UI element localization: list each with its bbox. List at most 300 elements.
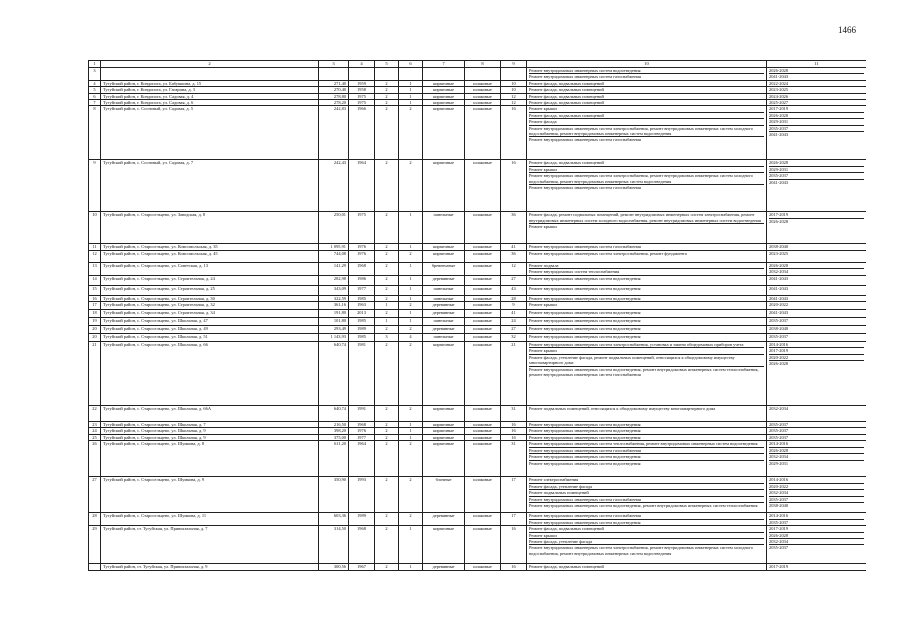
- wall-material-cell: панельные: [423, 212, 465, 244]
- period-item: 2026-2028: [769, 361, 789, 367]
- period-item: 2024-2026: [769, 93, 789, 99]
- flats-cell: 16: [501, 526, 527, 564]
- build-year-cell: 1963: [349, 302, 375, 310]
- floors-cell: 2: [375, 285, 399, 295]
- address-cell: Тугуйский район, с. Старосельцево, ул. Шумкова, д. 8: [101, 441, 319, 477]
- floors-cell: 2: [375, 326, 399, 334]
- work-item: Ремонт фасада, подвальных помещений: [529, 564, 604, 570]
- roof-material-cell: шлаковые: [465, 441, 501, 477]
- wall-material-cell: блочные: [423, 477, 465, 513]
- work-item: Ремонт подвала: [529, 263, 764, 269]
- floors-cell: 2: [375, 106, 399, 160]
- area-cell: 300,56: [319, 564, 349, 570]
- period-item: 2029-2031: [769, 460, 789, 466]
- wall-material-cell: панельные: [423, 334, 465, 342]
- period-cell: [767, 513, 867, 526]
- period-item: 2041-2043: [769, 132, 789, 138]
- entrances-cell: 2: [399, 160, 423, 212]
- period-item: 2017-2019: [769, 106, 864, 112]
- row-number-cell: 6: [89, 93, 101, 99]
- roof-material-cell: шлаковые: [465, 302, 501, 310]
- period-item: 2032-2034: [769, 406, 789, 412]
- area-cell: 343,09: [319, 285, 349, 295]
- work-item: Ремонт внутридомовых инженерных систем электроснабжения, установка и замена общедомовых приборов учета: [529, 342, 764, 348]
- build-year-cell: 1989: [349, 513, 375, 526]
- flats-cell: 16: [501, 428, 527, 434]
- period-cell: [767, 262, 867, 275]
- header-cell: 7: [423, 61, 465, 68]
- row-number-cell: 18: [89, 310, 101, 318]
- work-item: Ремонт внутридомовых инженерных систем водоотведения: [529, 454, 764, 460]
- period-cell: [767, 477, 867, 513]
- work-item: Ремонт внутридомовых инженерных систем теплоснабжения, ремонт внутридомовых инженерных систем водоотведения: [529, 441, 764, 447]
- entrances-cell: 1: [399, 87, 423, 93]
- work-item: Ремонт крыши: [529, 167, 764, 173]
- work-item: Ремонт внутридомовых инженерных систем электроснабжения, ремонт фундамента: [529, 250, 687, 256]
- period-cell: [767, 285, 867, 295]
- area-cell: 361,16: [319, 302, 349, 310]
- work-item: Ремонт внутридомовых инженерных систем водоотведения: [529, 68, 764, 74]
- work-item: Ремонт внутридомовых инженерных систем водоотведения: [529, 310, 641, 316]
- row-number-cell: 28: [89, 513, 101, 526]
- period-item: 2026-2028: [769, 448, 864, 454]
- row-number-cell: 17: [89, 302, 101, 310]
- flats-cell: 10: [501, 87, 527, 93]
- area-cell: 216,50: [319, 422, 349, 428]
- entrances-cell: 2: [399, 477, 423, 513]
- table-row: [89, 250, 867, 262]
- build-year-cell: 1976: [349, 244, 375, 250]
- flats-cell: 27: [501, 326, 527, 334]
- roof-material-cell: шлаковые: [465, 564, 501, 570]
- row-number-cell: 14: [89, 275, 101, 285]
- entrances-cell: 1: [399, 262, 423, 275]
- period-item: 2025-2027: [769, 100, 789, 106]
- works-cell: [527, 513, 767, 526]
- wall-material-cell: кирпичные: [423, 100, 465, 106]
- area-cell: 744,08: [319, 250, 349, 262]
- flats-cell: 21: [501, 342, 527, 406]
- row-number-cell: 27: [89, 477, 101, 513]
- floors-cell: 2: [375, 406, 399, 422]
- address-cell: Тугуйский район, с. Старосельцево, ул. Строительная, д. 34: [101, 310, 319, 318]
- build-year-cell: 1993: [349, 477, 375, 513]
- flats-cell: 27: [501, 275, 527, 285]
- roof-material-cell: шлаковые: [465, 526, 501, 564]
- works-cell: [527, 262, 767, 275]
- wall-material-cell: кирпичные: [423, 342, 465, 406]
- roof-material-cell: [465, 68, 501, 81]
- roof-material-cell: шлаковые: [465, 212, 501, 244]
- work-item: Ремонт внутридомовых инженерных систем газоснабжения: [529, 137, 641, 143]
- build-year-cell: 1985: [349, 318, 375, 326]
- row-number-cell: 5: [89, 87, 101, 93]
- floors-cell: 2: [375, 262, 399, 275]
- entrances-cell: 2: [399, 250, 423, 262]
- row-number-cell: 10: [89, 212, 101, 244]
- header-cell: 3: [319, 61, 349, 68]
- roof-material-cell: шлаковые: [465, 318, 501, 326]
- header-cell: 9: [501, 61, 527, 68]
- entrances-cell: 2: [399, 326, 423, 334]
- roof-material-cell: шлаковые: [465, 342, 501, 406]
- floors-cell: 2: [375, 310, 399, 318]
- period-item: 2017-2019: [769, 212, 864, 218]
- address-cell: Тугуйский район, с. Старосельцево, ул. Школьная, д. 9: [101, 434, 319, 440]
- entrances-cell: 2: [399, 106, 423, 160]
- period-cell: [767, 310, 867, 318]
- work-item: Ремонт внутридомовых инженерных систем водоотведения: [529, 460, 641, 466]
- flats-cell: 41: [501, 310, 527, 318]
- works-cell: [527, 342, 767, 406]
- works-cell: [527, 310, 767, 318]
- address-cell: [101, 68, 319, 81]
- period-cell: [767, 275, 867, 285]
- address-cell: Тугуйский район, с. Старосельцево, ул. Школьная, д. 66: [101, 342, 319, 406]
- header-cell: 5: [375, 61, 399, 68]
- work-item: Ремонт крыши: [529, 224, 557, 230]
- area-cell: [319, 68, 349, 81]
- build-year-cell: 1967: [349, 564, 375, 570]
- row-number-cell: 8: [89, 106, 101, 160]
- header-cell: 2: [101, 61, 319, 68]
- period-cell: [767, 318, 867, 326]
- floors-cell: 1: [375, 302, 399, 310]
- area-cell: 1 143,93: [319, 334, 349, 342]
- works-cell: [527, 334, 767, 342]
- wall-material-cell: деревянные: [423, 326, 465, 334]
- area-cell: 242,83: [319, 106, 349, 160]
- area-cell: 640,74: [319, 342, 349, 406]
- area-cell: 278,20: [319, 100, 349, 106]
- work-item: Ремонт фасада, подвальных помещений: [529, 80, 604, 86]
- work-item: Ремонт внутридомовых инженерных систем водоотведения: [529, 519, 641, 525]
- build-year-cell: 1958: [349, 87, 375, 93]
- period-item: 2020-2022: [769, 302, 789, 308]
- work-item: Ремонт фасада, подвальных помещений: [529, 87, 604, 93]
- address-cell: Тугуйский район, ст. Тугуйская, ул. Привокзальная, д. 9: [101, 564, 319, 570]
- flats-cell: 12: [501, 93, 527, 99]
- period-item: 2014-2016: [769, 477, 864, 483]
- flats-cell: 31: [501, 441, 527, 477]
- address-cell: Тугуйский район, с. Старосельцево, ул. Комсомольская, д. 35: [101, 244, 319, 250]
- row-number-cell: 26: [89, 441, 101, 477]
- roof-material-cell: шлаковые: [465, 334, 501, 342]
- area-cell: 250,01: [319, 212, 349, 244]
- table-row: [89, 564, 867, 570]
- roof-material-cell: шлаковые: [465, 434, 501, 440]
- address-cell: Тугуйский район, с. Старосельцево, ул. Школьная, д. 49: [101, 326, 319, 334]
- period-item: 2014-2016: [769, 441, 864, 447]
- period-item: 2035-2037: [769, 434, 789, 440]
- wall-material-cell: деревянные: [423, 302, 465, 310]
- entrances-cell: 1: [399, 275, 423, 285]
- period-item: 2035-2037: [769, 497, 864, 503]
- roof-material-cell: шлаковые: [465, 428, 501, 434]
- row-number-cell: 22: [89, 406, 101, 422]
- address-cell: Тугуйский район, г. Кондопога, ул. Садовая, д. 4: [101, 93, 319, 99]
- table-row: [89, 262, 867, 275]
- period-item: 2026-2028: [769, 533, 864, 539]
- work-item: Ремонт фасада, утепление фасада, ремонт подвальных помещений, относящихся к общедомовому имуществу многоквартирного дома: [529, 355, 764, 367]
- build-year-cell: 1986: [349, 275, 375, 285]
- period-item: 2029-2031: [769, 167, 864, 173]
- header-cell: 1: [89, 61, 101, 68]
- period-item: 2014-2016: [769, 342, 864, 348]
- area-cell: 398,20: [319, 428, 349, 434]
- period-item: 2041-2043: [769, 74, 789, 80]
- row-number-cell: 20: [89, 326, 101, 334]
- roof-material-cell: шлаковые: [465, 310, 501, 318]
- work-item: Ремонт фасада: [529, 119, 764, 125]
- build-year-cell: 2013: [349, 310, 375, 318]
- period-item: 2035-2037: [769, 173, 864, 179]
- table-row: [89, 526, 867, 564]
- works-cell: [527, 318, 767, 326]
- entrances-cell: 4: [399, 334, 423, 342]
- build-year-cell: 1977: [349, 285, 375, 295]
- work-item: Ремонт внутридомовых инженерных систем водоотведения: [529, 422, 641, 428]
- build-year-cell: 1968: [349, 422, 375, 428]
- address-cell: Тугуйский район, с. Сосновый, ул. Садовая, д. 7: [101, 160, 319, 212]
- build-year-cell: 1968: [349, 262, 375, 275]
- period-cell: [767, 68, 867, 81]
- period-item: 2026-2028: [769, 160, 864, 166]
- entrances-cell: 1: [399, 428, 423, 434]
- table-row: [89, 334, 867, 342]
- wall-material-cell: панельные: [423, 318, 465, 326]
- period-item: 2035-2037: [769, 545, 789, 551]
- address-cell: Тугуйский район, г. Кондопога, ул. Садовая, д. 6: [101, 100, 319, 106]
- flats-cell: 41: [501, 244, 527, 250]
- area-cell: 350,90: [319, 477, 349, 513]
- period-cell: [767, 160, 867, 212]
- build-year-cell: 1959: [349, 80, 375, 86]
- period-item: 2026-2028: [769, 68, 864, 74]
- address-cell: Тугуйский район, с. Старосельцево, ул. Советская, д. 13: [101, 262, 319, 275]
- build-year-cell: [349, 68, 375, 81]
- roof-material-cell: шлаковые: [465, 87, 501, 93]
- period-cell: [767, 326, 867, 334]
- work-item: Ремонт подвальных помещений: [529, 490, 764, 496]
- period-item: 2017-2019: [769, 348, 864, 354]
- flats-cell: 16: [501, 106, 527, 160]
- roof-material-cell: шлаковые: [465, 250, 501, 262]
- roof-material-cell: шлаковые: [465, 513, 501, 526]
- period-item: 2041-2043: [769, 285, 789, 291]
- floors-cell: 2: [375, 100, 399, 106]
- build-year-cell: 1981: [349, 342, 375, 406]
- period-item: 2035-2037: [769, 334, 789, 340]
- wall-material-cell: кирпичные: [423, 250, 465, 262]
- address-cell: Тугуйский район, с. Старосельцево, ул. Шумкова, д. 9: [101, 477, 319, 513]
- period-item: 2032-2034: [769, 454, 864, 460]
- period-item: 2035-2037: [769, 519, 789, 525]
- wall-material-cell: кирпичные: [423, 441, 465, 477]
- flats-cell: 9: [501, 302, 527, 310]
- works-cell: [527, 212, 767, 244]
- row-number-cell: 4: [89, 80, 101, 86]
- floors-cell: 2: [375, 342, 399, 406]
- wall-material-cell: кирпичные: [423, 87, 465, 93]
- entrances-cell: 1: [399, 100, 423, 106]
- area-cell: 293,49: [319, 326, 349, 334]
- flats-cell: 12: [501, 100, 527, 106]
- wall-material-cell: кирпичные: [423, 428, 465, 434]
- build-year-cell: 1991: [349, 406, 375, 422]
- floors-cell: 2: [375, 441, 399, 477]
- work-item: Ремонт внутридомовых инженерных систем водоотведения, ремонт внутридомовых инженерных систем теплоснабжения, ремонт внутридомовых инженерных систем газоснабжения: [529, 366, 759, 378]
- work-item: Ремонт внутридомовых инженерных систем электроснабжения, ремонт внутридомовых инженерных систем холодного водоснабжения, ремонт внутридомовых инженерных систем водоотведения: [529, 126, 764, 138]
- work-item: Ремонт внутридомовых инженерных систем водоотведения: [529, 275, 641, 281]
- floors-cell: 3: [375, 334, 399, 342]
- period-item: 2041-2043: [769, 275, 789, 281]
- entrances-cell: 1: [399, 93, 423, 99]
- header-cell: 8: [465, 61, 501, 68]
- roof-material-cell: шлаковые: [465, 406, 501, 422]
- period-item: 2032-2034: [769, 539, 864, 545]
- wall-material-cell: кирпичные: [423, 406, 465, 422]
- roof-material-cell: шлаковые: [465, 422, 501, 428]
- entrances-cell: 2: [399, 441, 423, 477]
- table-row: [89, 310, 867, 318]
- wall-material-cell: кирпичные: [423, 526, 465, 564]
- wall-material-cell: панельные: [423, 285, 465, 295]
- work-item: Ремонт внутридомовых инженерных систем газоснабжения: [529, 448, 764, 454]
- entrances-cell: 1: [399, 80, 423, 86]
- work-item: Ремонт фасада, утепление фасада: [529, 539, 764, 545]
- works-cell: [527, 406, 767, 422]
- build-year-cell: 1968: [349, 526, 375, 564]
- work-item: Ремонт внутридомовых инженерных систем водоотведения: [529, 428, 641, 434]
- build-year-cell: 1989: [349, 326, 375, 334]
- area-cell: 191,80: [319, 310, 349, 318]
- work-item: Ремонт фасада, подвальных помещений: [529, 113, 764, 119]
- roof-material-cell: шлаковые: [465, 326, 501, 334]
- area-cell: 603,36: [319, 513, 349, 526]
- work-item: Ремонт внутридомовых инженерных систем водоотведения, ремонт внутридомовых инженерных систем теплоснабжения: [529, 502, 758, 508]
- roof-material-cell: шлаковые: [465, 100, 501, 106]
- area-cell: 278,80: [319, 93, 349, 99]
- works-cell: [527, 285, 767, 295]
- work-item: Ремонт внутридомовых инженерных систем водоотведения: [529, 285, 641, 291]
- area-cell: 640,74: [319, 406, 349, 422]
- period-item: 2035-2037: [769, 126, 864, 132]
- row-number-cell: 16: [89, 295, 101, 301]
- area-cell: 141,29: [319, 262, 349, 275]
- works-cell: [527, 250, 767, 262]
- build-year-cell: 1975: [349, 100, 375, 106]
- period-item: 2041-2043: [769, 179, 789, 185]
- period-item: 2017-2019: [769, 564, 789, 570]
- roof-material-cell: шлаковые: [465, 295, 501, 301]
- works-cell: [527, 302, 767, 310]
- floors-cell: [375, 68, 399, 81]
- table-row: [89, 326, 867, 334]
- period-item: 2014-2016: [769, 513, 864, 519]
- period-item: 2026-2028: [769, 263, 864, 269]
- row-number-cell: 19: [89, 318, 101, 326]
- period-item: 2020-2022: [769, 355, 864, 361]
- period-item: 2032-2034: [769, 269, 789, 275]
- entrances-cell: 1: [399, 526, 423, 564]
- period-cell: [767, 250, 867, 262]
- table-row: [89, 160, 867, 212]
- table-row: [89, 212, 867, 244]
- works-cell: [527, 441, 767, 477]
- page-number: 1466: [838, 25, 856, 35]
- period-item: 2035-2037: [769, 422, 789, 428]
- address-cell: Тугуйский район, с. Старосельцево, ул. Заводская, д. 8: [101, 212, 319, 244]
- flats-cell: 17: [501, 477, 527, 513]
- address-cell: Тугуйский район, с. Старосельцево, ул. Школьная, д. 47: [101, 318, 319, 326]
- flats-cell: 16: [501, 422, 527, 428]
- table-row: [89, 106, 867, 160]
- header-cell: 11: [767, 61, 867, 68]
- table-row: [89, 302, 867, 310]
- roof-material-cell: шлаковые: [465, 93, 501, 99]
- floors-cell: 2: [375, 428, 399, 434]
- work-item: Ремонт крыши: [529, 348, 764, 354]
- address-cell: Тугуйский район, ст. Тугуйская, ул. Привокзальная, д. 7: [101, 526, 319, 564]
- period-cell: [767, 106, 867, 160]
- entrances-cell: 1: [399, 434, 423, 440]
- area-cell: 322,59: [319, 295, 349, 301]
- row-number-cell: 3: [89, 68, 101, 81]
- wall-material-cell: кирпичные: [423, 160, 465, 212]
- area-cell: 270,40: [319, 87, 349, 93]
- work-item: Ремонт электроснабжения: [529, 477, 764, 483]
- work-item: Ремонт внутридомовых систем теплоснабжения: [529, 269, 620, 275]
- row-number-cell: 20: [89, 334, 101, 342]
- row-number-cell: 21: [89, 342, 101, 406]
- period-cell: [767, 564, 867, 570]
- roof-material-cell: шлаковые: [465, 244, 501, 250]
- row-number-cell: 25: [89, 434, 101, 440]
- work-item: Ремонт фасада, ремонт подвальных помещений, ремонт внутридомовых инженерных систем электроснабжения, ремонт внутридомовых инженерных систем холодного водоснабжения, ремонт внутридомовых инженерных систем водоотведения: [529, 212, 764, 224]
- roof-material-cell: шлаковые: [465, 285, 501, 295]
- work-item: Ремонт внутридомовых инженерных систем водоотведения: [529, 318, 641, 324]
- period-cell: [767, 302, 867, 310]
- roof-material-cell: шлаковые: [465, 477, 501, 513]
- floors-cell: 2: [375, 434, 399, 440]
- work-item: Ремонт фасада, утепление фасада: [529, 484, 764, 490]
- work-item: Ремонт внутридомовых инженерных систем водоотведения: [529, 326, 641, 332]
- header-cell: 4: [349, 61, 375, 68]
- floors-cell: 2: [375, 422, 399, 428]
- wall-material-cell: кирпичные: [423, 80, 465, 86]
- period-item: 2032-2034: [769, 490, 864, 496]
- build-year-cell: 1985: [349, 295, 375, 301]
- work-item: Ремонт фасада, подвальных помещений: [529, 526, 764, 532]
- row-number-cell: 9: [89, 160, 101, 212]
- wall-material-cell: кирпичные: [423, 422, 465, 428]
- address-cell: Тугуйский район, с. Старосельцево, ул. Строительная, д. 24: [101, 275, 319, 285]
- work-item: Ремонт крыши: [529, 106, 764, 112]
- row-number-cell: 7: [89, 100, 101, 106]
- row-number-cell: 23: [89, 422, 101, 428]
- table-row: [89, 406, 867, 422]
- address-cell: Тугуйский район, с. Старосельцево, ул. Шумкова, д. 11: [101, 513, 319, 526]
- floors-cell: 2: [375, 526, 399, 564]
- period-item: 2017-2019: [769, 526, 864, 532]
- table-row: [89, 318, 867, 326]
- floors-cell: 2: [375, 160, 399, 212]
- entrances-cell: 2: [399, 406, 423, 422]
- work-item: Ремонт внутридомовых инженерных систем электроснабжения, ремонт внутридомовых инженерных систем холодного водоснабжения, ремонт внутридомовых инженерных систем водоотведения: [529, 173, 764, 185]
- address-cell: Тугуйский район, с. Сосновый, ул. Садовая, д. 5: [101, 106, 319, 160]
- build-year-cell: 1976: [349, 428, 375, 434]
